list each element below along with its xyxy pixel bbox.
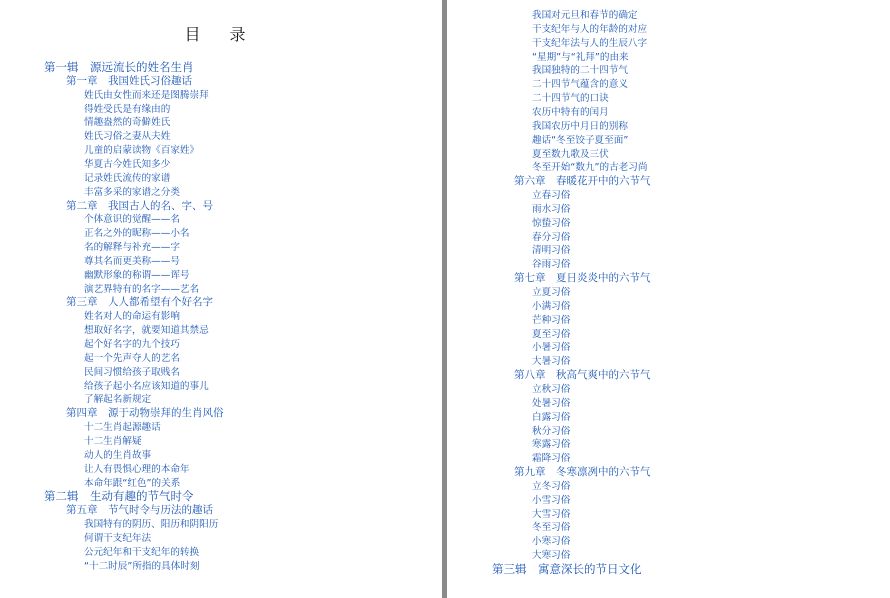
- toc-section-entry[interactable]: 丰富多采的家谱之分类: [84, 186, 180, 198]
- toc-chapter-entry[interactable]: 第九章 冬寒凛冽中的六节气: [514, 466, 651, 479]
- toc-section-entry[interactable]: 小雪习俗: [532, 494, 571, 506]
- toc-section-entry[interactable]: 了解起名新规定: [84, 394, 152, 406]
- toc-section-entry[interactable]: 我国对元旦和春节的确定: [532, 10, 638, 21]
- toc-section-entry[interactable]: 二十四节气的口诀: [532, 93, 609, 105]
- toc-part-entry[interactable]: 第三辑 寓意深长的节日文化: [492, 562, 642, 576]
- toc-section-entry[interactable]: 大寒习俗: [532, 550, 571, 562]
- toc-section-entry[interactable]: 我国农历中月日的别称: [532, 120, 628, 132]
- toc-section-entry[interactable]: 立冬习俗: [532, 480, 571, 492]
- toc-section-entry[interactable]: 名的解释与补充——字: [84, 242, 180, 254]
- toc-section-entry[interactable]: 姓名对人的命运有影响: [84, 311, 180, 323]
- toc-section-entry[interactable]: 本命年跟“红色”的关系: [84, 477, 181, 489]
- toc-chapter-entry[interactable]: 第三章 人人都希望有个好名字: [66, 296, 213, 309]
- toc-section-entry[interactable]: 尊其名而更美称——号: [84, 255, 180, 267]
- toc-section-entry[interactable]: 幽默形象的称谓——诨号: [84, 269, 190, 281]
- toc-section-entry[interactable]: 正名之外的昵称——小名: [84, 228, 190, 240]
- toc-section-entry[interactable]: 秋分习俗: [532, 425, 571, 437]
- toc-section-entry[interactable]: 芒种习俗: [532, 314, 571, 326]
- toc-section-entry[interactable]: 姓氏习俗之妻从夫姓: [84, 131, 171, 143]
- toc-chapter-entry[interactable]: 第一章 我国姓氏习俗趣话: [66, 74, 192, 87]
- toc-section-entry[interactable]: 大暑习俗: [532, 356, 571, 368]
- toc-chapter-entry[interactable]: 第二章 我国古人的名、字、号: [66, 199, 213, 212]
- toc-section-entry[interactable]: 小暑习俗: [532, 342, 571, 354]
- toc-chapter-entry[interactable]: 第八章 秋高气爽中的六节气: [514, 369, 651, 382]
- toc-section-entry[interactable]: 给孩子起小名应该知道的事儿: [84, 380, 209, 392]
- toc-section-entry[interactable]: 十二生肖起源趣话: [84, 422, 161, 434]
- toc-section-entry[interactable]: 小满习俗: [532, 300, 571, 312]
- toc-section-entry[interactable]: 华夏古今姓氏知多少: [84, 158, 171, 170]
- toc-section-entry[interactable]: 公元纪年和干支纪年的转换: [84, 546, 200, 558]
- toc-section-entry[interactable]: 谷雨习俗: [532, 259, 571, 271]
- toc-section-entry[interactable]: 起个好名字的九个技巧: [84, 339, 180, 350]
- toc-section-entry[interactable]: 干支纪年与人的年龄的对应: [532, 23, 648, 35]
- toc-section-entry[interactable]: 立春习俗: [532, 190, 571, 202]
- toc-section-entry[interactable]: 个体意识的觉醒——名: [84, 214, 180, 226]
- toc-section-entry[interactable]: 夏至数九歌及三伏: [532, 148, 609, 160]
- toc-section-entry[interactable]: 干支纪年法与人的生辰八字: [532, 37, 648, 49]
- toc-section-entry[interactable]: 立夏习俗: [532, 287, 571, 298]
- toc-part-entry[interactable]: 第二辑 生动有趣的节气时令: [44, 489, 194, 504]
- toc-section-entry[interactable]: 想取好名字，就要知道其禁忌: [84, 325, 209, 337]
- toc-section-entry[interactable]: 民间习惯给孩子取贱名: [84, 366, 180, 378]
- toc-section-entry[interactable]: 动人的生肖故事: [84, 449, 152, 461]
- toc-section-entry[interactable]: 寒露习俗: [532, 439, 571, 451]
- toc-chapter-entry[interactable]: 第四章 源于动物崇拜的生肖风俗: [66, 407, 224, 420]
- toc-section-entry[interactable]: 小寒习俗: [532, 536, 571, 548]
- toc-section-entry[interactable]: 记录姓氏流传的家谱: [84, 172, 171, 184]
- toc-section-entry[interactable]: 演艺界特有的名字——艺名: [84, 283, 200, 295]
- toc-section-entry[interactable]: 大雪习俗: [532, 508, 571, 520]
- toc-section-entry[interactable]: 我国特有的阴历、阳历和阴阳历: [84, 519, 219, 531]
- toc-section-entry[interactable]: 起一个先声夺人的艺名: [84, 352, 180, 364]
- toc-section-entry[interactable]: 十二生肖解疑: [84, 435, 142, 447]
- toc-chapter-entry[interactable]: 第五章 节气时令与历法的趣话: [66, 504, 213, 517]
- toc-chapter-entry[interactable]: 第七章 夏日炎炎中的六节气: [514, 272, 651, 285]
- toc-section-entry[interactable]: 冬至开始“数九”的古老习尚: [532, 162, 648, 174]
- toc-section-entry[interactable]: “星期”与“礼拜”的由来: [532, 51, 629, 63]
- toc-section-entry[interactable]: 农历中特有的闰月: [532, 106, 609, 118]
- toc-section-entry[interactable]: 立秋习俗: [532, 383, 571, 395]
- toc-section-entry[interactable]: 冬至习俗: [532, 522, 571, 534]
- toc-title: 目 录: [184, 25, 258, 44]
- toc-chapter-entry[interactable]: 第六章 春暖花开中的六节气: [514, 175, 651, 188]
- toc-section-entry[interactable]: 姓氏由女性而来还是图腾崇拜: [84, 89, 209, 101]
- toc-section-entry[interactable]: 雨水习俗: [532, 203, 571, 215]
- toc-section-entry[interactable]: 二十四节气蕴含的意义: [532, 79, 628, 91]
- toc-section-entry[interactable]: 处暑习俗: [532, 397, 571, 409]
- toc-section-entry[interactable]: 情趣盎然的奇僻姓氏: [84, 117, 171, 129]
- toc-section-entry[interactable]: 得姓受氏是有缘由的: [84, 103, 171, 115]
- toc-section-entry[interactable]: 趣话“冬至饺子夏至面”: [532, 134, 629, 146]
- toc-section-entry[interactable]: 夏至习俗: [532, 328, 571, 340]
- toc-section-entry[interactable]: 何谓干支纪年法: [84, 532, 152, 544]
- toc-section-entry[interactable]: 让人有畏惧心理的本命年: [84, 463, 190, 475]
- left-page: [0, 0, 442, 598]
- toc-section-entry[interactable]: “十二时辰”所指的具体时刻: [84, 560, 200, 572]
- toc-section-entry[interactable]: 惊蛰习俗: [532, 217, 571, 229]
- toc-section-entry[interactable]: 春分习俗: [532, 231, 571, 243]
- toc-section-entry[interactable]: 白露习俗: [532, 411, 571, 423]
- toc-section-entry[interactable]: 清明习俗: [532, 245, 571, 257]
- toc-section-entry[interactable]: 我国独特的二十四节气: [532, 65, 628, 77]
- toc-section-entry[interactable]: 儿童的启蒙读物《百家姓》: [84, 145, 200, 157]
- right-page: [447, 0, 890, 598]
- toc-part-entry[interactable]: 第一辑 源远流长的姓名生肖: [44, 60, 194, 74]
- toc-section-entry[interactable]: 霜降习俗: [532, 453, 571, 465]
